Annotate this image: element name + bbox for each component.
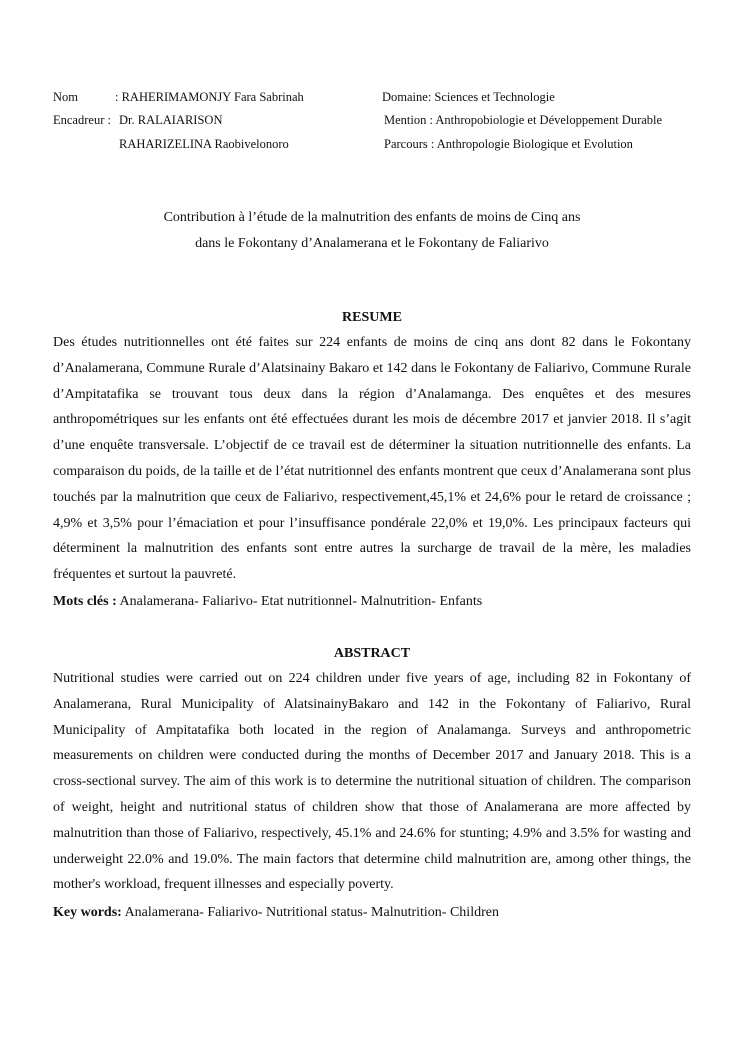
title-line-1: Contribution à l’étude de la malnutrition des enfants de moins de Cinq ans <box>163 210 581 225</box>
title-line-2: dans le Fokontany d’Analamerana et le Fokontany de Faliarivo <box>195 236 549 251</box>
resume-keywords-text: Analamerana- Faliarivo- Etat nutritionnel- Malnutrition- Enfants <box>119 594 483 609</box>
abstract-keywords-text: Analamerana- Faliarivo- Nutritional status- Malnutrition- Children <box>124 905 499 920</box>
domaine: Domaine: Sciences et Technologie <box>382 90 555 104</box>
parcours: Parcours : Anthropologie Biologique et Evolution <box>384 137 633 151</box>
mention: Mention : Anthropobiologie et Développement Durable <box>384 113 663 127</box>
abstract-keywords <box>53 905 691 920</box>
resume-keywords-label: Mots clés : <box>53 594 117 609</box>
encadreur-value: Dr. RALAIARISON <box>119 113 223 127</box>
abstract-heading: ABSTRACT <box>333 646 411 661</box>
abstract-keywords-label: Key words: <box>53 905 122 920</box>
encadreur-label: Encadreur : <box>53 113 111 127</box>
encadreur-value-2: RAHARIZELINA Raobivelonoro <box>119 137 289 151</box>
abstract-body: Nutritional studies were carried out on 224 children under five years of age, including 82 in Fokontany of Analamerana, Rural Municipality of AlatsinainyBakaro and 142 in the Fokontany of Faliarivo, Rural Municipality of Ampitatafika both located in the region of Analamanga. Surveys and anthropometric measurements on children were conducted during the months of December 2017 and January 2018. This is a cross-sectional survey. The aim of this work is to determine the nutritional situation of children. The comparison of weight, height and nutritional status of children show that those of Analamerana are more affected by malnutrition than those of Faliarivo, respectively, 45.1% and 24.6% for stunting; 4.9% and 3.5% for wasting and underweight 22.0% and 19.0%. The main factors that determine child malnutrition are, among other things, the mother's workload, frequent illnesses and especially poverty. <box>53 671 691 893</box>
nom-label: Nom <box>53 90 78 104</box>
resume-body: Des études nutritionnelles ont été faites sur 224 enfants de moins de cinq ans dont 82 dans le Fokontany d’Analamerana, Commune Rurale d’Alatsinainy Bakaro et 142 dans le Fokontany de Faliarivo, Commune Rurale d’Ampitatafika se trouvant tous deux dans la région d’Analamanga. Des enquêtes et des mesures anthropométriques sur les enfants ont été effectuées durant les mois de décembre 2017 et janvier 2018. Il s’agit d’une enquête transversale. L’objectif de ce travail est de déterminer la situation nutritionnelle des enfants. La comparaison du poids, de la taille et de l’état nutritionnel des enfants montrent que ceux d’Analamerana sont plus touchés par la malnutrition que ceux de Faliarivo, respectivement,45,1% et 24,6% pour le retard de croissance ; 4,9% et 3,5% pour l’émaciation et pour l’insuffisance pondérale 22,0% et 19,0%. Les principaux facteurs qui déterminent la malnutrition des enfants sont entre autres la surcharge de travail de la mère, les maladies fréquentes et surtout la pauvreté. <box>53 335 691 583</box>
resume-keywords <box>53 594 691 609</box>
nom-value: : RAHERIMAMONJY Fara Sabrinah <box>115 90 304 104</box>
resume-heading: RESUME <box>342 310 402 325</box>
